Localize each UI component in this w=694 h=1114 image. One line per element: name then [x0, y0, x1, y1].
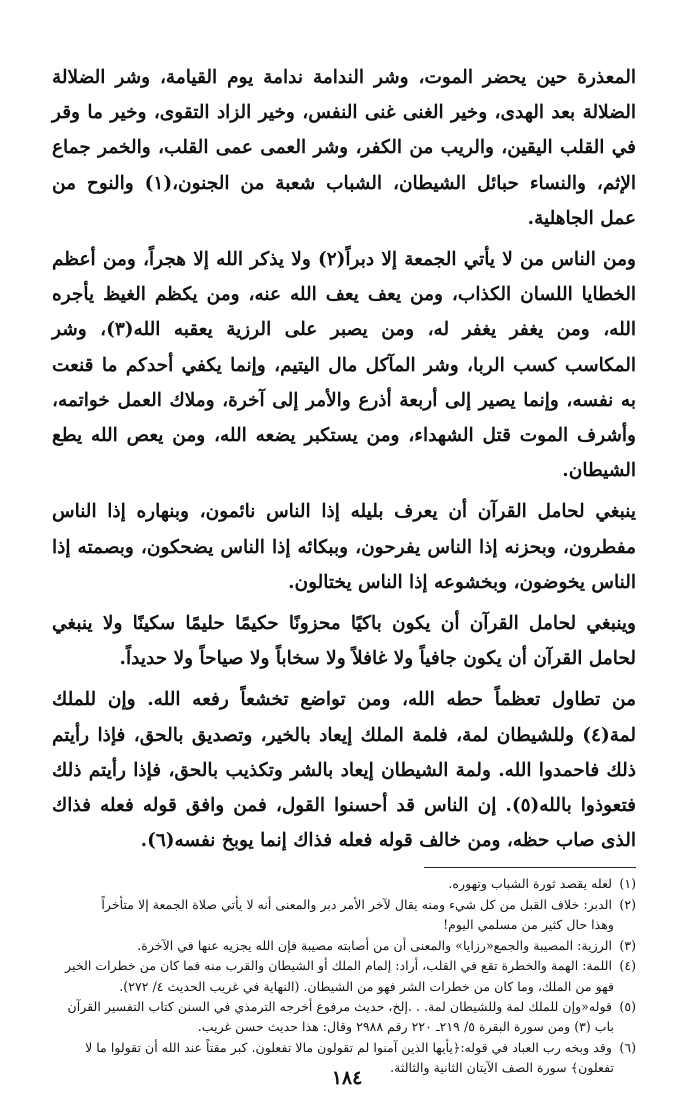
footnote-number: (٤): [619, 958, 636, 974]
paragraph-4: وينبغي لحامل القرآن أن يكون باكيًا محزونًا حكيمًا حليمًا سكينًا ولا ينبغي لحامل القرآن أن يكون جافياً ولا غافلاً ولا سخاباً ولا صياحاً ولا حديداً.: [52, 613, 636, 670]
footnote-number: (٢): [619, 896, 636, 912]
footnote-number: (٦): [619, 1039, 636, 1055]
footnote-divider: [424, 867, 636, 868]
footnote-text: اللمة: الهمة والخطرة تقع في القلب، أراد: إلمام الملك أو الشيطان والقرب منه فما كان من خطرات الخير: [65, 958, 612, 974]
footnote-number: (٥): [619, 998, 636, 1014]
footnotes: [52, 874, 636, 1078]
footnote-2: [52, 895, 636, 936]
footnote-5: [52, 997, 636, 1038]
footnote-4: [52, 956, 636, 997]
footnote-text-continued: تفعلون﴾ سورة الصف الآيتان الثانية والثالثة.: [390, 1060, 614, 1076]
footnote-text: الدبر: خلاف القبل من كل شيء ومنه يقال لآخر الأمر دبر والمعنى أنه لا يأتي صلاة الجمعة إلا متأخراً: [101, 896, 612, 912]
footnote-text: الرزية: المصيبة والجمع«رزايا» والمعنى أن من أصابته مصيبة فإن الله يجزيه عنها في الآخرة.: [137, 937, 612, 953]
footnote-text-continued: باب (٣) ومن سورة البقرة ٥/ ٢١٩ـ ٢٢٠ رقم ٢٩٨٨ وقال: هذا حديث حسن غريب.: [197, 1019, 614, 1035]
footnote-1: [52, 874, 636, 894]
paragraph-3: ينبغي لحامل القرآن أن يعرف بليله إذا الناس نائمون، وبنهاره إذا الناس مفطرون، وبحزنه إذا الناس يفرحون، وببكائه إذا الناس يضحكون، وبصمته إذا الناس يخوضون، وبخشوعه إذا الناس يختالون.: [52, 501, 636, 593]
page-number: ١٨٤: [331, 1067, 363, 1089]
paragraph-1: المعذرة حين يحضر الموت، وشر الندامة ندامة يوم القيامة، وشر الضلالة الضلالة بعد الهدى، وخير الغنى غنى النفس، وخير الزاد التقوى، وخير ما وقر في القلب اليقين، والريب من الكفر، وشر العمى عمى القلب، والخمر جماع الإثم، والنساء حبائل الشيطان، الشباب شعبة من الجنون،(١) والنوح من عمل الجاهلية.: [52, 67, 637, 229]
footnote-number: (٣): [619, 937, 636, 953]
footnote-text: وقد وبخه رب العباد في قوله:﴿يأيها الذين آمنوا لم تقولون مالا تفعلون. كبر مقتاً عند الله أن تقولوا ما لا: [85, 1039, 612, 1055]
footnote-text: لعله يقصد ثورة الشباب وتهوره.: [448, 876, 612, 892]
footnote-text: قوله«وإن للملك لمة وللشيطان لمة. . .إلخ، حديث مرفوع أخرجه الترمذي في السنن كتاب التفسير القرآن: [67, 998, 612, 1014]
footnote-number: (١): [619, 876, 636, 892]
footnote-text-continued: فهو من الملك، وما كان من خطرات الشر فهو من الشيطان. (النهاية في غريب الحديث ٤/ ٢٧٢).: [119, 978, 614, 994]
footnote-text-continued: وهذا حال كثير من مسلمي اليوم!: [443, 917, 614, 933]
footnote-3: [52, 936, 636, 956]
paragraph-2: ومن الناس من لا يأتي الجمعة إلا دبراً(٢) ولا يذكر الله إلا هجراً، ومن أعظم الخطايا اللسان الكذاب، ومن يعف يعف الله عنه، ومن يكظم الغيظ يأجره الله، ومن يغفر يغفر له، ومن يصبر على الرزية يعقبه الله(٣)، وشر المكاسب كسب الربا، وشر المآكل مال اليتيم، وإنما يكفي أحدكم ما قنعت به نفسه، وإنما يصير إلى أربعة أذرع والأمر إلى آخرة، وملاك العمل خواتمه، وأشرف الموت قتل الشهداء، ومن يستكبر يضعه الله، ومن يعص الله يطع الشيطان.: [52, 249, 636, 482]
main-text: [52, 60, 636, 858]
paragraph-5: من تطاول تعظماً حطه الله، ومن تواضع تخشعاً رفعه الله. وإن للملك لمة(٤) وللشيطان لمة، فلمة الملك إيعاد بالخير، وتصديق بالحق، فإذا رأيتم ذلك فاحمدوا الله. ولمة الشيطان إيعاد بالشر وتكذيب بالحق، فإذا رأيتم ذلك فتعوذوا بالله(٥). إن الناس قد أحسنوا القول، فمن وافق قوله فعله فذاك الذى صاب حظه، ومن خالف قوله فعله فذاك إنما يوبخ نفسه(٦).: [52, 689, 636, 852]
